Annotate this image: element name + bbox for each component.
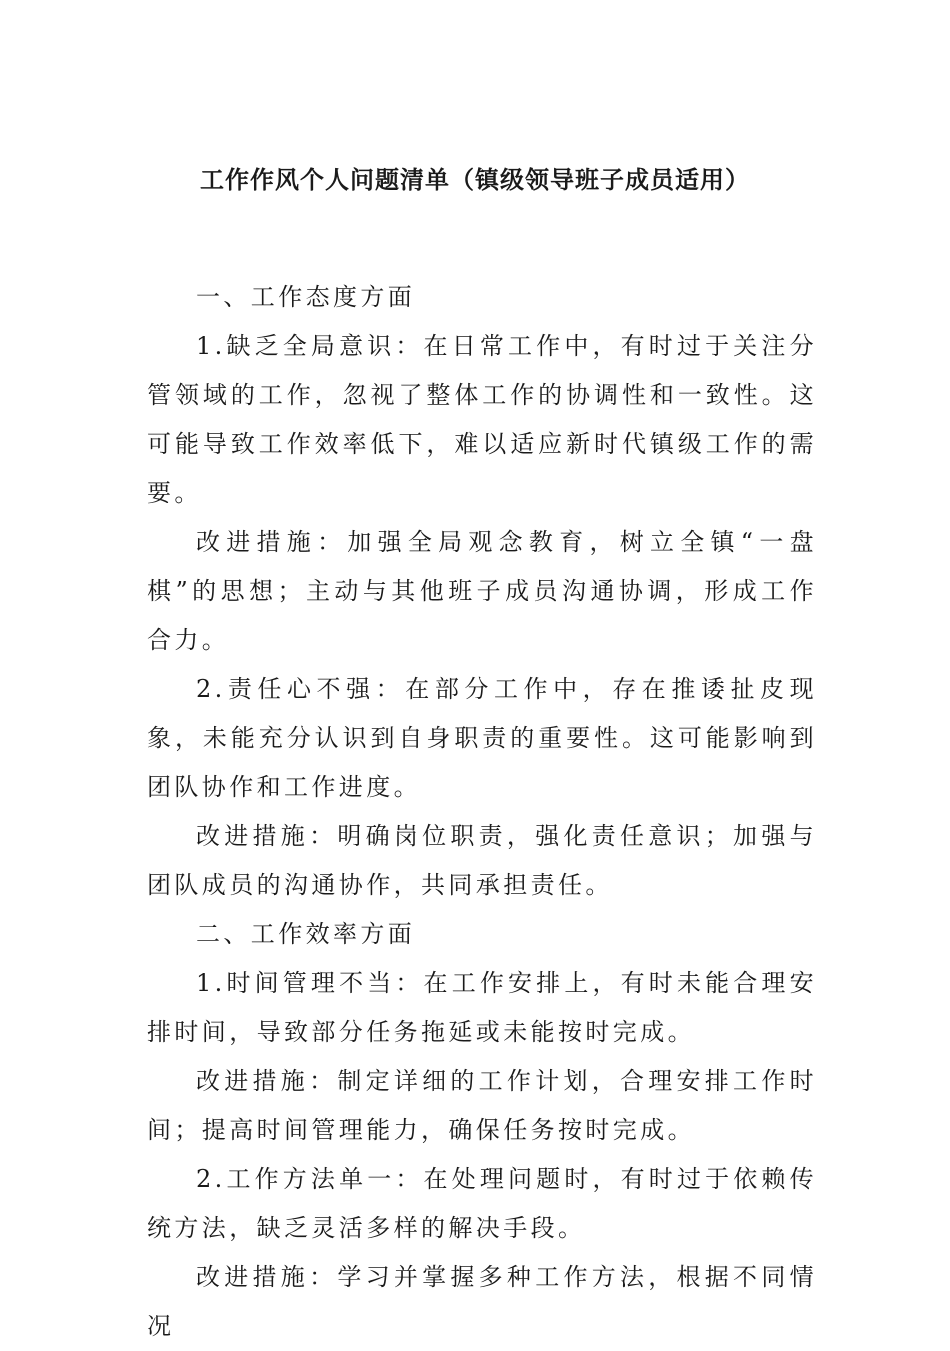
paragraph: 改进措施：制定详细的工作计划，合理安排工作时间；提高时间管理能力，确保任务按时完成。 (147, 1067, 817, 1144)
section-work-efficiency (147, 910, 817, 1351)
section-heading: 二、工作效率方面 (196, 920, 416, 948)
paragraph: 2.责任心不强：在部分工作中，存在推诿扯皮现象，未能充分认识到自身职责的重要性。这可能影响到团队协作和工作进度。 (147, 675, 817, 801)
paragraph: 2.工作方法单一：在处理问题时，有时过于依赖传统方法，缺乏灵活多样的解决手段。 (147, 1165, 817, 1242)
paragraph: 1.缺乏全局意识：在日常工作中，有时过于关注分管领域的工作，忽视了整体工作的协调性和一致性。这可能导致工作效率低下，难以适应新时代镇级工作的需要。 (147, 332, 817, 507)
section-heading: 一、工作态度方面 (196, 283, 416, 311)
section-work-attitude (147, 273, 817, 910)
document-title: 工作作风个人问题清单（镇级领导班子成员适用） (200, 166, 750, 194)
paragraph: 1.时间管理不当：在工作安排上，有时未能合理安排时间，导致部分任务拖延或未能按时完成。 (147, 969, 817, 1046)
paragraph: 改进措施：明确岗位职责，强化责任意识；加强与团队成员的沟通协作，共同承担责任。 (147, 822, 817, 899)
paragraph: 改进措施：学习并掌握多种工作方法，根据不同情况 (147, 1263, 817, 1340)
paragraph: 改进措施：加强全局观念教育，树立全镇“一盘棋”的思想；主动与其他班子成员沟通协调，形成工作合力。 (147, 528, 817, 654)
document-body (147, 273, 817, 1351)
